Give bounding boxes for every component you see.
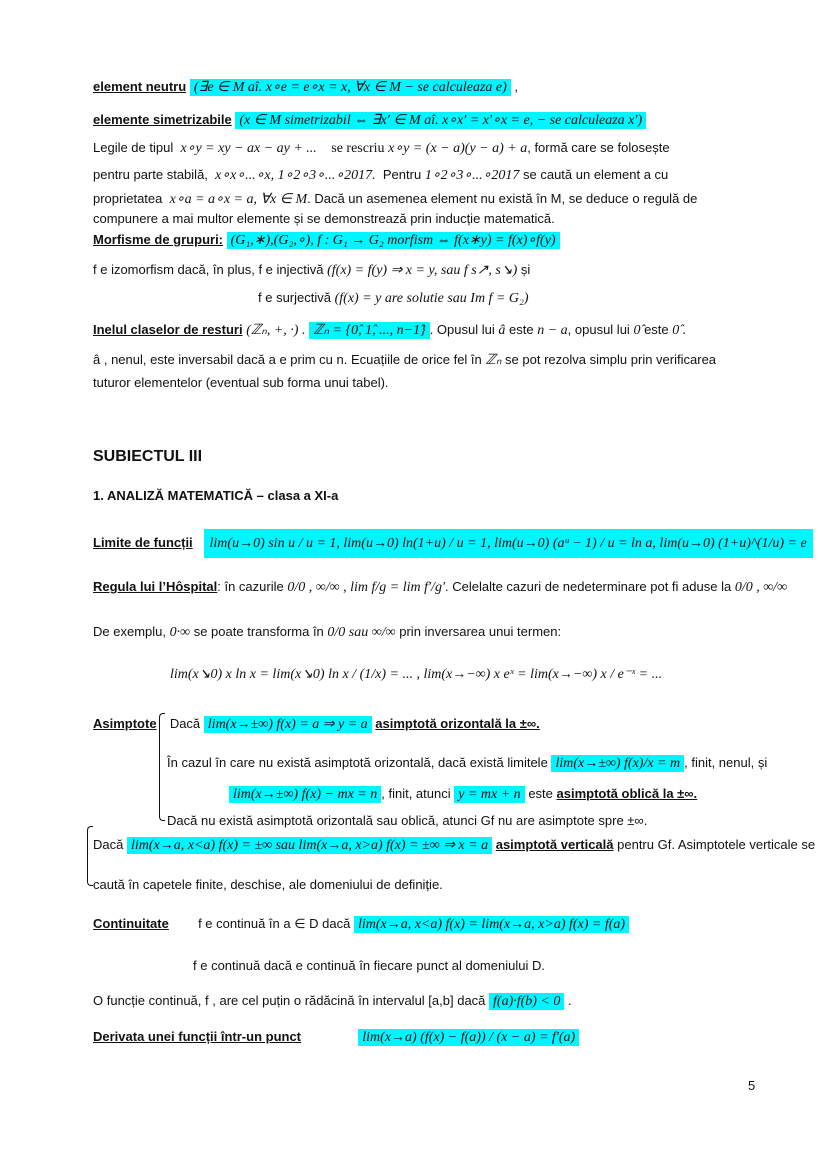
symmetric-element-formula: (x ∈ M simetrizabil ⇔ ∃x′ ∈ M aî. x∘x′ = x′∘x = e, − se calculeaza x′) [235,112,646,129]
neutral-element-line: element neutru (∃e ∈ M aî. x∘e = e∘x = x, ∀x ∈ M − se calculeaza e) , [93,79,519,95]
asymptote-label: Asimptote [93,716,157,731]
continuity-formula: lim(x→a, x<a) f(x) = lim(x→a, x>a) f(x) = f(a) [354,916,629,933]
continuity-line: Continuitate f e continuă în a ∈ D dacă lim(x→a, x<a) f(x) = lim(x→a, x>a) f(x) = f(a) [93,915,629,933]
derivative-label: Derivata unei funcții într-un punct [93,1029,302,1044]
residue-ring-line: Inelul claselor de resturi (ℤₙ, +, ·) . ℤₙ = {0̂, 1̂, ..., n−1̂} . Opusul lui â este n − a, opusul lui 0̂ este 0̂ . [93,322,687,338]
laws-line-3: proprietatea x∘a = a∘x = a, ∀x ∈ M. Dacă un asemenea element nu există în M, se deduce o regulă de [93,191,698,207]
example-formula: lim(x↘0) x ln x = lim(x↘0) ln x / (1/x) = ... , lim(x→−∞) x eˣ = lim(x→−∞) x / e⁻ˣ = ... [170,667,663,682]
continuity-line-2: f e continuă dacă e continuă în fiecare punct al domeniului D. [193,958,545,973]
oblique-line-formula: y = mx + n [454,786,524,803]
vertical-asymptote-line-2: caută în capetele finite, deschise, ale domeniului de definiție. [93,877,443,892]
continuity-label: Continuitate [93,916,169,931]
neutral-element-formula: (∃e ∈ M aî. x∘e = e∘x = x, ∀x ∈ M − se calculeaza e) [190,79,511,96]
surjective-line: f e surjectivă (f(x) = y are solutie sau Im f = G₂) [258,290,529,306]
no-asymptote-line: Dacă nu există asimptotă orizontală sau oblică, atunci Gf nu are asimptote spre ±∞. [167,813,648,828]
hopital-line: Regula lui l’Hôspital: în cazurile 0/0 , ∞/∞ , lim f/g = lim f′/g′. Celelalte cazuri de nedeterminare pot fi aduse la 0/0 , ∞/∞ [93,579,788,595]
hopital-label: Regula lui l’Hôspital [93,579,218,594]
laws-line-2: pentru parte stabilă, x∘x∘...∘x, 1∘2∘3∘...∘2017. Pentru 1∘2∘3∘...∘2017 se caută un element a cu [93,167,669,183]
residue-ring-formula: ℤₙ = {0̂, 1̂, ..., n−1̂} [309,322,430,339]
residue-ring-label: Inelul claselor de resturi [93,322,243,337]
root-line: O funcție continuă, f , are cel puțin o rădăcină în intervalul [a,b] dacă f(a)·f(b) < 0 . [93,993,572,1009]
residue-ring-line-2: â , nenul, este inversabil dacă a e prim cu n. Ecuațiile de orice fel în ℤₙ se pot rezolva simplu prin verificarea [93,352,717,368]
symmetric-element-label: elemente simetrizabile [93,112,232,127]
laws-line-1: Legile de tipul x∘y = xy − ax − ay + ... se rescriu x∘y = (x − a)(y − a) + a, formă care se folosește [93,140,670,156]
horizontal-asymptote-line: Asimptote Dacă lim(x→±∞) f(x) = a ⇒ y = a asimptotă orizontală la ±∞. [93,716,540,732]
morphism-line [93,231,560,249]
residue-ring-line-3: tuturor elementelor (eventual sub forma unui tabel). [93,375,389,390]
root-formula: f(a)·f(b) < 0 [489,993,564,1010]
limits-label: Limite de funcții [93,535,193,550]
example-line: De exemplu, 0·∞ se poate transforma în 0/0 sau ∞/∞ prin inversarea unui termen: [93,624,562,640]
oblique-intercept-formula: lim(x→±∞) f(x) − mx = n [229,786,381,803]
page-number: 5 [748,1078,756,1093]
vertical-asymptote-line: Dacă lim(x→a, x<a) f(x) = ±∞ sau lim(x→a, x>a) f(x) = ±∞ ⇒ x = a asimptotă verticală pentru Gf. Asimptotele verticale se [93,837,816,853]
horizontal-asymptote-formula: lim(x→±∞) f(x) = a ⇒ y = a [204,716,372,733]
symmetric-element-line [93,111,646,129]
morphism-formula: (G₁,∗),(G₂,∘), f : G₁ → G₂ morfism ⇔ f(x∗y) = f(x)∘f(y) [227,232,560,249]
derivative-line [93,1028,579,1046]
morphism-label: Morfisme de grupuri: [93,232,224,247]
oblique-slope-formula: lim(x→±∞) f(x)/x = m [551,755,684,772]
section-title: SUBIECTUL III [93,448,203,465]
section-subtitle: 1. ANALIZĂ MATEMATICĂ – clasa a XI-a [93,488,339,503]
neutral-element-label: element neutru [93,79,187,94]
isomorphism-line: f e izomorfism dacă, în plus, f e injectivă (f(x) = f(y) ⇒ x = y, sau f s↗, s↘) și [93,262,531,278]
laws-line-4: compunere a mai multor elemente și se demonstrează prin inducție matematică. [93,211,555,226]
limits-formula: lim(u→0) sin u / u = 1, lim(u→0) ln(1+u) / u = 1, lim(u→0) (aᵘ − 1) / u = ln a, lim(u→0) (1+u)^(1/u) = e [204,529,813,558]
oblique-asymptote-line-2: lim(x→±∞) f(x) − mx = n , finit, atunci y = mx + n este asimptotă oblică la ±∞. [229,785,697,803]
limits-line [93,528,813,559]
derivative-formula: lim(x→a) (f(x) − f(a)) / (x − a) = f′(a) [358,1029,579,1046]
vertical-asymptote-formula: lim(x→a, x<a) f(x) = ±∞ sau lim(x→a, x>a) f(x) = ±∞ ⇒ x = a [127,837,492,854]
oblique-asymptote-line: În cazul în care nu există asimptotă orizontală, dacă există limitele lim(x→±∞) f(x)/x = m , finit, nenul, și [167,755,768,771]
